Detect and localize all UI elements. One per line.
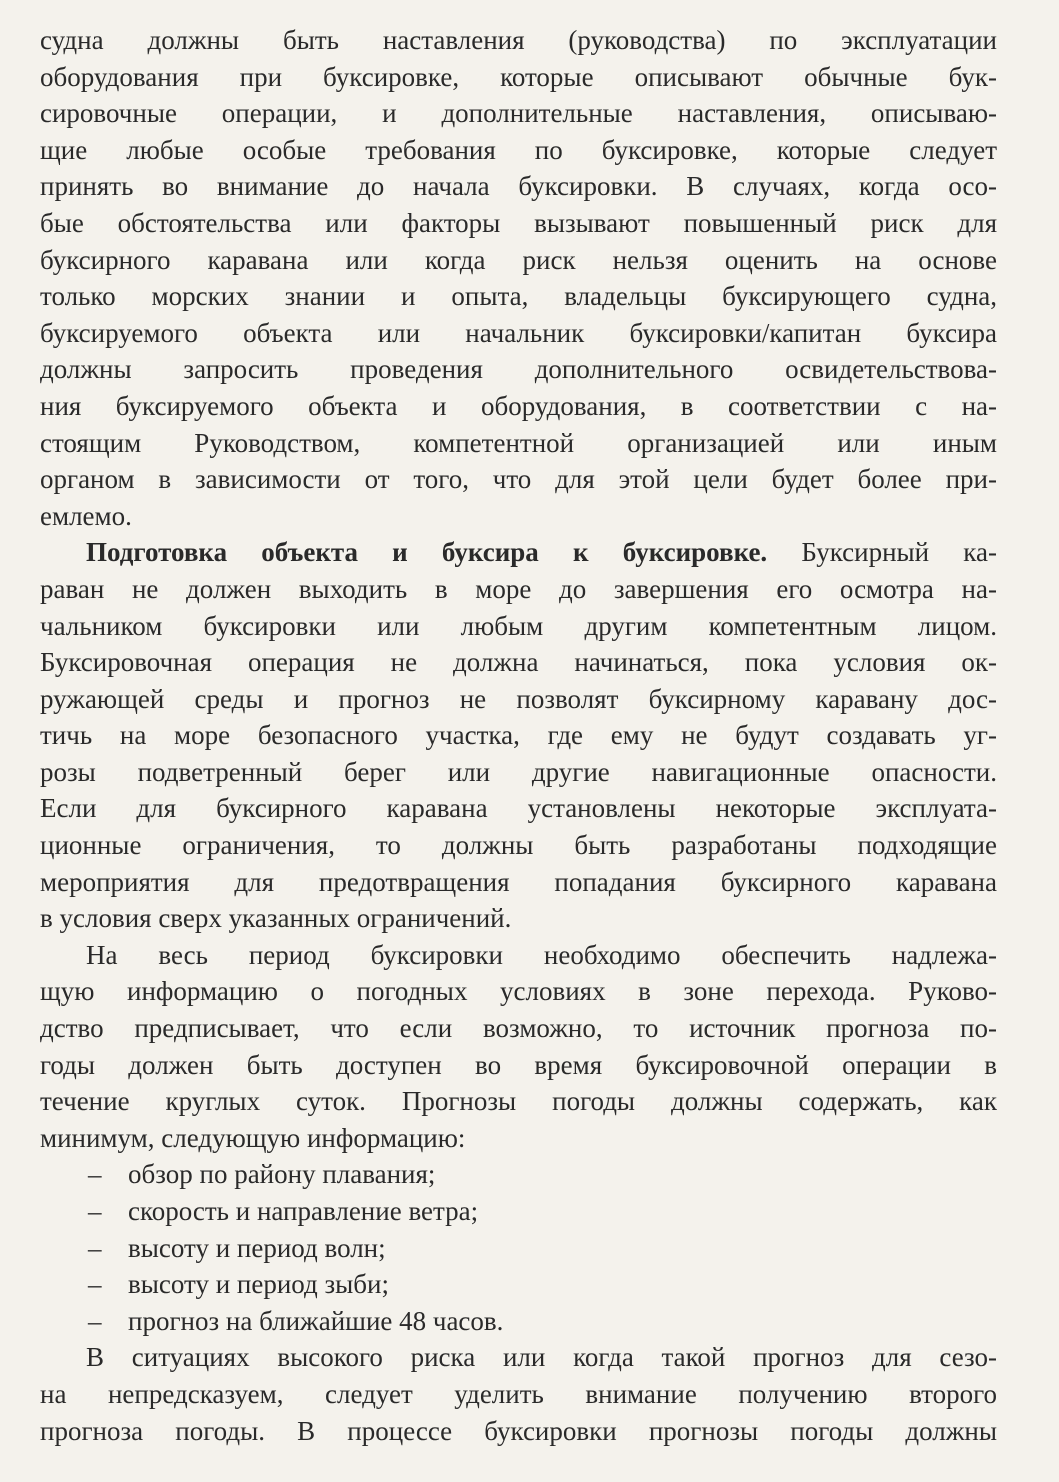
text-line: только морских знании и опыта, владельцы буксирующего судна, — [40, 281, 997, 312]
paragraph-4 — [40, 1339, 997, 1449]
text-line: ционные ограничения, то должны быть разработаны подходящие — [40, 830, 997, 861]
forecast-list — [40, 1156, 997, 1339]
text-line: бые обстоятельства или факторы вызывают повышенный риск для — [40, 207, 997, 238]
text-line: щую информацию о погодных условиях в зоне перехода. Руково- — [40, 976, 997, 1007]
list-item-text: высоту и период волн; — [128, 1232, 386, 1263]
list-item-text: прогноз на ближайшие 48 часов. — [128, 1305, 504, 1336]
text-line: годы должен быть доступен во время буксировочной операции в — [40, 1049, 997, 1080]
text-line: принять во внимание до начала буксировки. В случаях, когда осо- — [40, 171, 997, 202]
text-line: ружающей среды и прогноз не позволят буксирному каравану дос- — [40, 683, 997, 714]
text-line: щие любые особые требования по буксировке, которые следует — [40, 134, 997, 165]
list-item-text: обзор по району плавания; — [128, 1159, 436, 1190]
list-item-text: высоту и период зыби; — [128, 1269, 389, 1300]
text-line: должны запросить проведения дополнительного освидетельствова- — [40, 354, 997, 385]
dash-bullet: – — [88, 1232, 102, 1263]
dash-bullet: – — [88, 1269, 102, 1300]
text-line: на непредсказуем, следует уделить внимание получению второго — [40, 1378, 997, 1409]
list-item — [40, 1193, 997, 1230]
text-line: емлемо. — [40, 500, 132, 531]
text-line: оборудования при буксировке, которые описывают обычные бук- — [40, 61, 997, 92]
text-line: дство предписывает, что если возможно, то источник прогноза по- — [40, 1013, 997, 1044]
text-line: Буксировочная операция не должна начинаться, пока условия ок- — [40, 647, 997, 678]
text-line: ния буксируемого объекта и оборудования, в соответствии с на- — [40, 390, 997, 421]
paragraph-1 — [40, 22, 997, 534]
section-heading: Подготовка объекта и буксира к буксировке. — [86, 537, 768, 568]
text-line: органом в зависимости от того, что для этой цели будет более при- — [40, 464, 997, 495]
text-line: На весь период буксировки необходимо обеспечить надлежа- — [86, 939, 997, 970]
text-line: розы подветренный берег или другие навигационные опасности. — [40, 756, 997, 787]
list-item — [40, 1303, 997, 1340]
text-line: раван не должен выходить в море до завершения его осмотра на- — [40, 573, 997, 604]
paragraph-2 — [40, 534, 997, 937]
paragraph-3 — [40, 937, 997, 1157]
dash-bullet: – — [88, 1305, 102, 1336]
text-line: Если для буксирного каравана установлены некоторые эксплуата- — [40, 793, 997, 824]
list-item-text: скорость и направление ветра; — [128, 1196, 479, 1226]
text-line: буксирного каравана или когда риск нельзя оценить на основе — [40, 244, 997, 275]
dash-bullet: – — [88, 1159, 102, 1190]
text-line: стоящим Руководством, компетентной организацией или иным — [40, 427, 997, 458]
text-line: течение круглых суток. Прогнозы погоды должны содержать, как — [40, 1086, 997, 1117]
text-line — [40, 534, 997, 571]
list-item — [40, 1230, 997, 1267]
text-line: тичь на море безопасного участка, где ему не будут создавать уг- — [40, 720, 997, 751]
text-line: минимум, следующую информацию: — [40, 1122, 466, 1153]
text-line: чальником буксировки или любым другим компетентным лицом. — [40, 610, 997, 641]
list-item — [40, 1266, 997, 1303]
text-line: мероприятия для предотвращения попадания буксирного каравана — [40, 866, 997, 897]
list-item — [40, 1156, 997, 1193]
text-line: в условия сверх указанных ограничений. — [40, 903, 512, 934]
text-line: сировочные операции, и дополнительные наставления, описываю- — [40, 98, 997, 129]
text-fragment: Буксирный ка- — [767, 537, 997, 568]
text-line: прогноза погоды. В процессе буксировки прогнозы погоды должны — [40, 1415, 997, 1446]
dash-bullet: – — [88, 1196, 102, 1226]
text-line: судна должны быть наставления (руководства) по эксплуатации — [40, 25, 997, 55]
text-line: буксируемого объекта или начальник буксировки/капитан буксира — [40, 317, 997, 348]
text-line: В ситуациях высокого риска или когда такой прогноз для сезо- — [86, 1342, 997, 1373]
